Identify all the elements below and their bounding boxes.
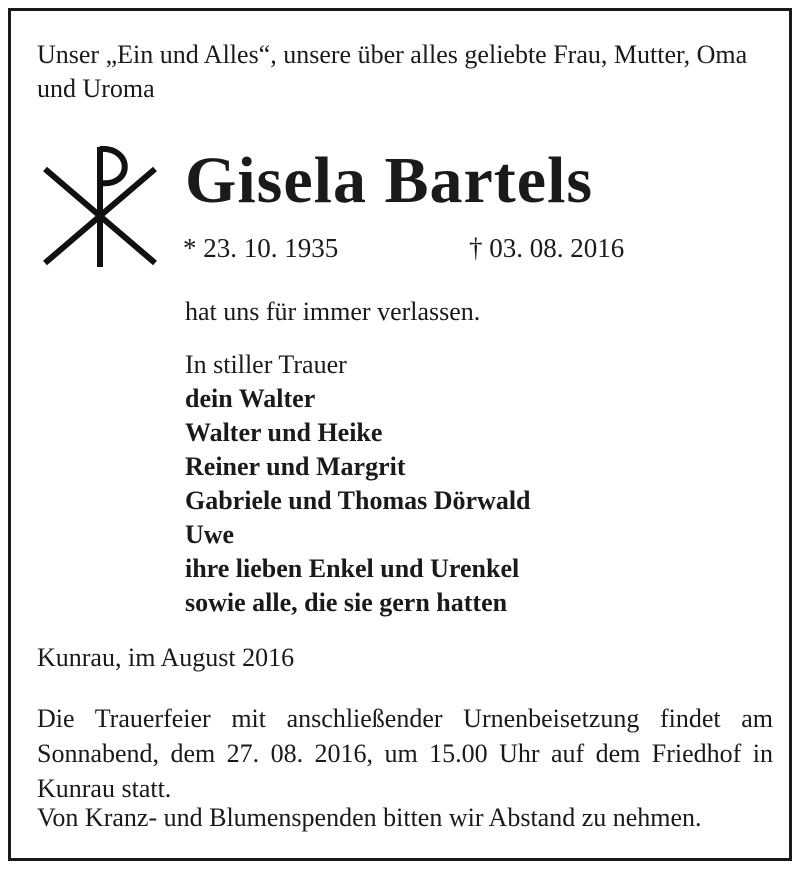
- funeral-info: Die Trauerfeier mit anschließender Urnenbeisetzung findet am Sonnabend, dem 27. 08. 2016, um 15.00 Uhr auf dem Friedhof in Kunrau statt.: [37, 704, 773, 803]
- mourner-line: Walter und Heike: [185, 418, 383, 447]
- mourner-line: sowie alle, die sie gern hatten: [185, 588, 508, 617]
- mourner-line: Gabriele und Thomas Dörwald: [185, 486, 531, 515]
- deceased-name: Gisela Bartels: [185, 144, 594, 217]
- obituary-frame: [8, 8, 792, 861]
- mourning-line: In stiller Trauer: [185, 350, 347, 379]
- flowers-note: Von Kranz- und Blumenspenden bitten wir Abstand zu nehmen.: [37, 803, 702, 832]
- birth-date: * 23. 10. 1935: [183, 233, 339, 263]
- mourner-line: Reiner und Margrit: [185, 452, 406, 481]
- death-date: † 03. 08. 2016: [469, 233, 625, 263]
- mourner-line: Uwe: [185, 520, 235, 549]
- passed-away-text: hat uns für immer verlassen.: [185, 297, 481, 326]
- chi-rho-icon: [41, 139, 159, 267]
- mourner-line: ihre lieben Enkel und Urenkel: [185, 554, 520, 583]
- intro-text: Unser „Ein und Alles“, unsere über alles geliebte Frau, Mutter, Oma und Uroma: [37, 40, 748, 103]
- mourner-line: dein Walter: [185, 384, 316, 413]
- mourners-list: [185, 382, 531, 620]
- place-date: Kunrau, im August 2016: [37, 643, 295, 672]
